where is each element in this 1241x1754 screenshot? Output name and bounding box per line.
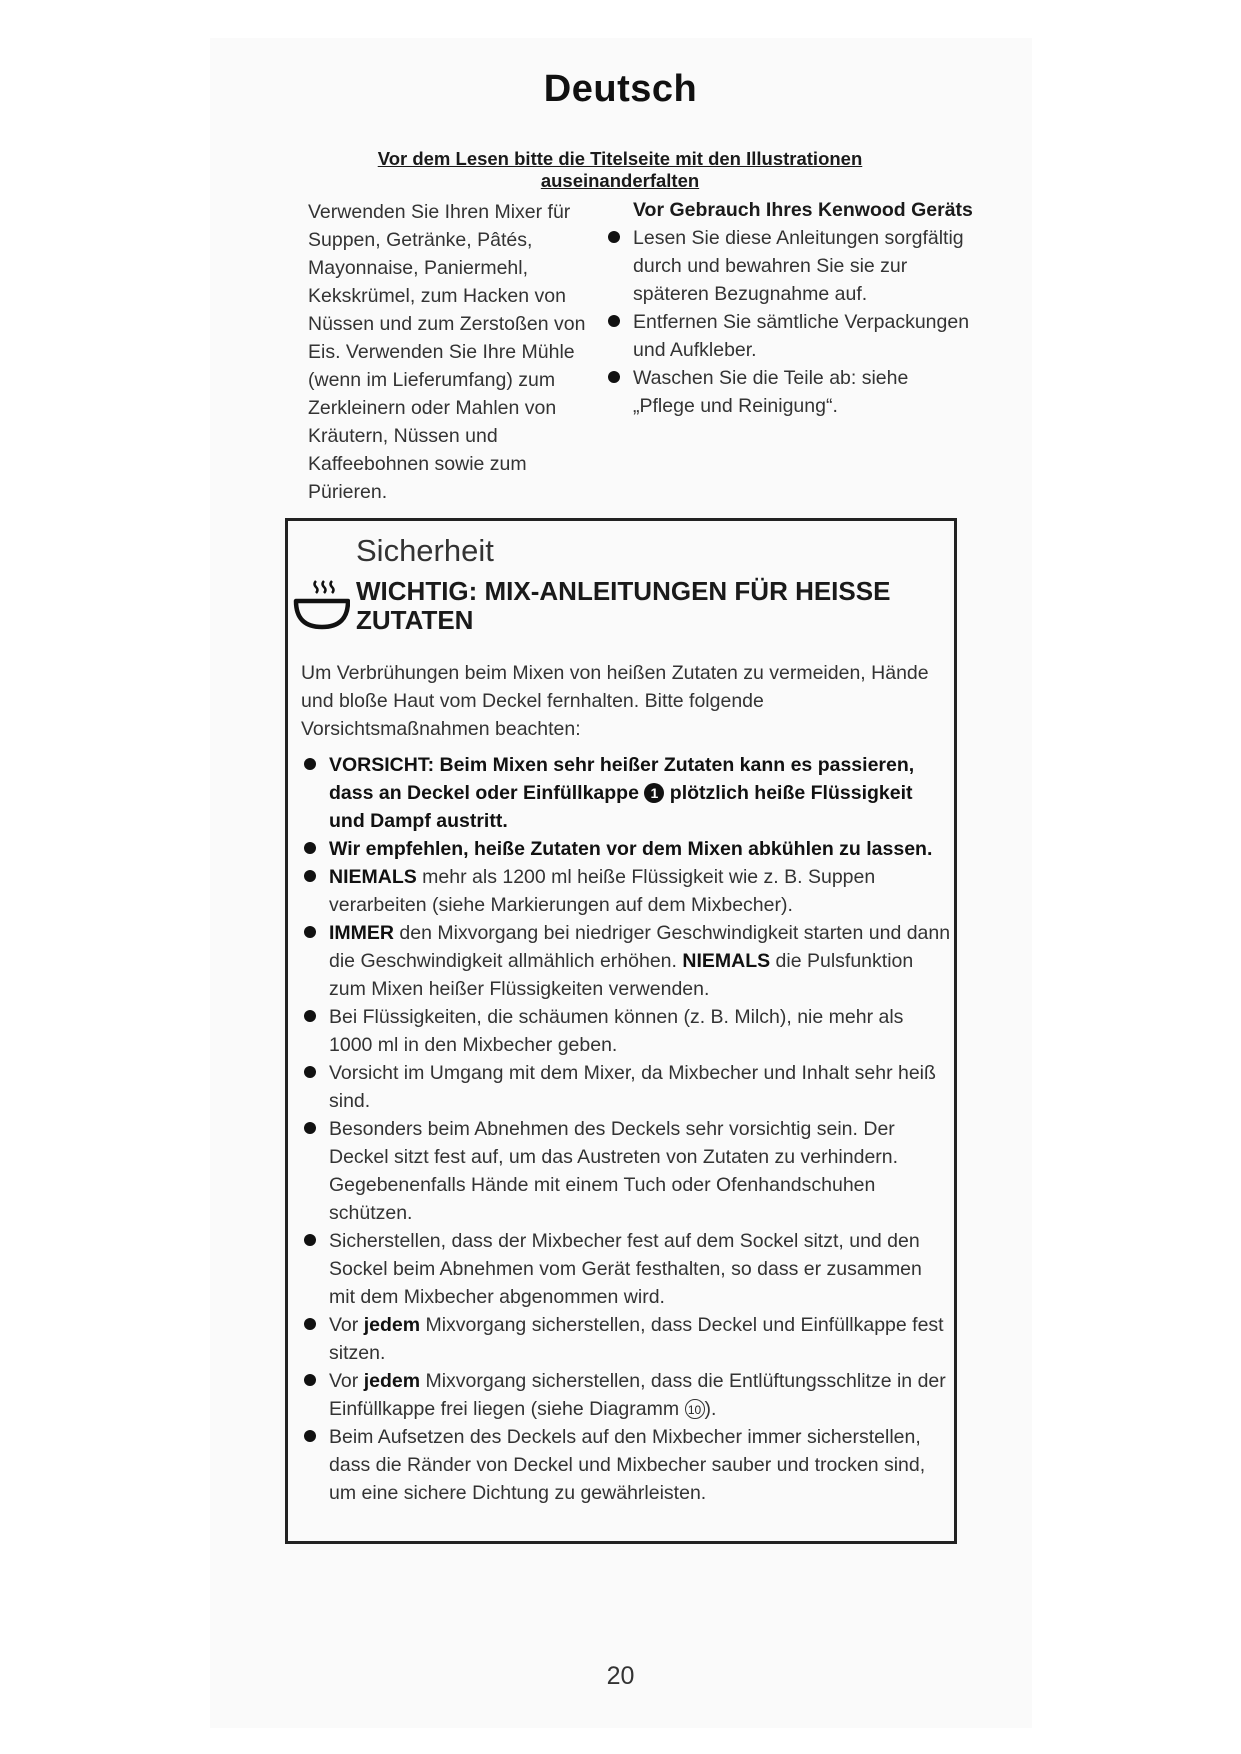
- bullet-icon: [304, 1122, 316, 1134]
- list-item: Sicherstellen, dass der Mixbecher fest auf dem Sockel sitzt, und den Sockel beim Abnehmen vom Gerät festhalten, so dass er zusammen mit dem Mixbecher abgenommen wird.: [301, 1227, 951, 1311]
- list-item: Vor jedem Mixvorgang sicherstellen, dass Deckel und Einfüllkappe fest sitzen.: [301, 1311, 951, 1367]
- list-item: Vorsicht im Umgang mit dem Mixer, da Mixbecher und Inhalt sehr heiß sind.: [301, 1059, 951, 1115]
- list-item: Waschen Sie die Teile ab: siehe „Pflege und Reinigung“.: [605, 364, 973, 420]
- bullet-icon: [304, 758, 316, 770]
- diagram-ref-badge: 1: [644, 783, 664, 803]
- list-item: Wir empfehlen, heiße Zutaten vor dem Mixen abkühlen zu lassen.: [301, 835, 951, 863]
- bullet-icon: [304, 1010, 316, 1022]
- warning-heading: WICHTIG: MIX-ANLEITUNGEN FÜR HEISSE ZUTATEN: [356, 576, 891, 635]
- intro-text: Verwenden Sie Ihren Mixer für Suppen, Getränke, Pâtés, Mayonnaise, Paniermehl, Kekskrümel, zum Hacken von Nüssen und zum Zerstoßen von Eis. Verwenden Sie Ihre Mühle (wenn im Lieferumfang) zum Zerkleinern oder Mahlen von Kräutern, Nüssen und Kaffeebohnen sowie zum Pürieren.: [308, 201, 586, 503]
- safety-intro: Um Verbrühungen beim Mixen von heißen Zutaten zu vermeiden, Hände und bloße Haut vom Deckel fernhalten. Bitte folgende Vorsichtsmaßnahmen beachten:: [301, 662, 929, 740]
- bullet-icon: [304, 1234, 316, 1246]
- bullet-icon: [304, 870, 316, 882]
- bullet-icon: [304, 1374, 316, 1386]
- unfold-instruction: Vor dem Lesen bitte die Titelseite mit den Illustrationen auseinanderfalten: [377, 148, 863, 191]
- list-item: Besonders beim Abnehmen des Deckels sehr vorsichtig sein. Der Deckel sitzt fest auf, um das Austreten von Zutaten zu verhindern. Gegebenenfalls Hände mit einem Tuch oder Ofenhandschuhen schützen.: [301, 1115, 951, 1227]
- before-use-heading: Vor Gebrauch Ihres Kenwood Geräts: [633, 199, 973, 221]
- list-item: Beim Aufsetzen des Deckels auf den Mixbecher immer sicherstellen, dass die Ränder von Deckel und Mixbecher sauber und trocken sind, um eine sichere Dichtung zu gewährleisten.: [301, 1423, 951, 1507]
- list-item: IMMER den Mixvorgang bei niedriger Geschwindigkeit starten und dann die Geschwindigkeit allmählich erhöhen. NIEMALS die Pulsfunktion zum Mixen heißer Flüssigkeiten verwenden.: [301, 919, 951, 1003]
- list-item: Vor jedem Mixvorgang sicherstellen, dass die Entlüftungsschlitze in der Einfüllkappe frei liegen (siehe Diagramm 10 ).: [301, 1367, 951, 1423]
- page-title: Deutsch: [543, 68, 698, 110]
- safety-title: Sicherheit: [356, 533, 494, 568]
- list-item: VORSICHT: Beim Mixen sehr heißer Zutaten kann es passieren, dass an Deckel oder Einfüllkappe 1 plötzlich heiße Flüssigkeit und Dampf austritt.: [301, 751, 951, 835]
- list-item: Entfernen Sie sämtliche Verpackungen und Aufkleber.: [605, 308, 973, 364]
- diagram-ref-badge: 10: [685, 1399, 705, 1419]
- safety-box: [285, 518, 957, 1544]
- bullet-icon: [304, 1066, 316, 1078]
- bullet-icon: [304, 926, 316, 938]
- page-number: 20: [606, 1662, 635, 1690]
- bullet-icon: [304, 842, 316, 854]
- hot-bowl-icon: [292, 577, 350, 633]
- bullet-icon: [304, 1318, 316, 1330]
- list-item: Lesen Sie diese Anleitungen sorgfältig durch und bewahren Sie sie zur späteren Bezugnahme auf.: [605, 224, 973, 308]
- safety-rules-list: [301, 751, 951, 1507]
- list-item: NIEMALS mehr als 1200 ml heiße Flüssigkeit wie z. B. Suppen verarbeiten (siehe Markierungen auf dem Mixbecher).: [301, 863, 951, 919]
- before-use-section: [633, 196, 973, 420]
- before-use-list: [633, 224, 973, 420]
- bullet-icon: [304, 1430, 316, 1442]
- bullet-icon: [608, 371, 620, 383]
- bullet-icon: [608, 315, 620, 327]
- list-item: Bei Flüssigkeiten, die schäumen können (z. B. Milch), nie mehr als 1000 ml in den Mixbecher geben.: [301, 1003, 951, 1059]
- bullet-icon: [608, 231, 620, 243]
